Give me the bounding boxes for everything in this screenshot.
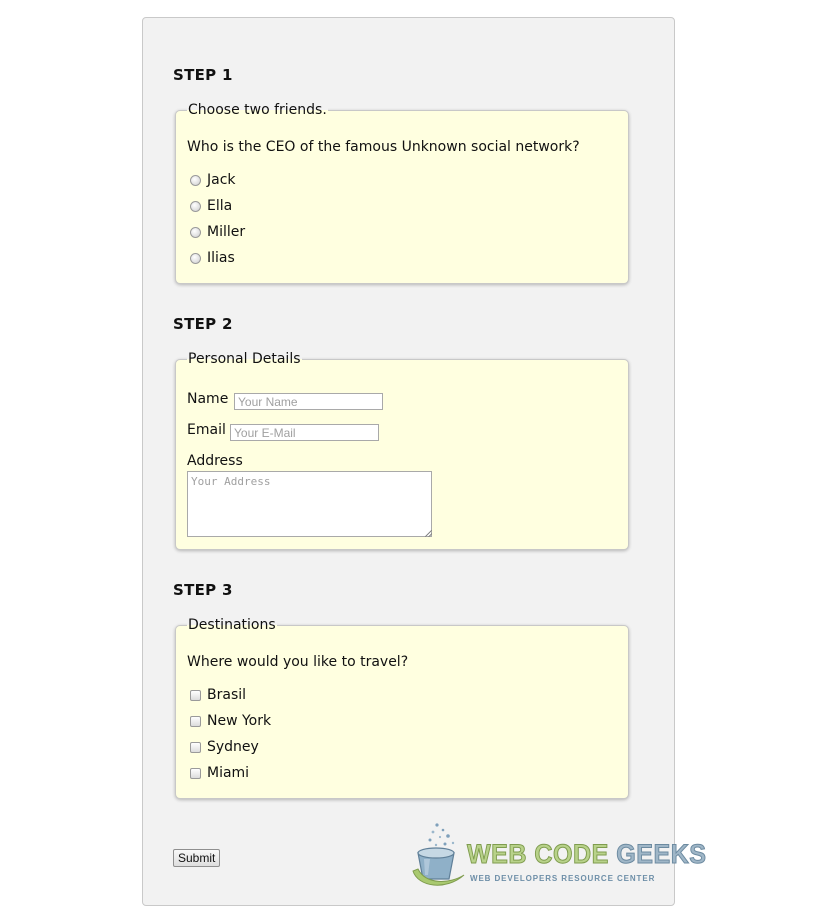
- address-textarea[interactable]: [187, 471, 432, 537]
- option-label: Brasil: [207, 687, 247, 703]
- option-label: New York: [207, 713, 272, 729]
- checkbox-option-brasil[interactable]: [190, 686, 246, 704]
- web-code-geeks-logo: [410, 821, 707, 891]
- step3-title: STEP 3: [173, 581, 233, 599]
- option-label: Sydney: [207, 739, 259, 755]
- checkbox-icon[interactable]: [190, 768, 201, 779]
- checkbox-icon[interactable]: [190, 690, 201, 701]
- name-input[interactable]: [234, 393, 383, 410]
- form-panel: [142, 17, 707, 906]
- radio-icon[interactable]: [190, 201, 201, 212]
- step2-title: STEP 2: [173, 315, 233, 333]
- friends-fieldset: [175, 102, 629, 284]
- option-label: Ella: [207, 198, 233, 214]
- logo-word-left: WEB CODE: [467, 839, 617, 869]
- ceo-question: Who is the CEO of the famous Unknown social network?: [187, 139, 580, 155]
- logo-word-right: GEEKS: [616, 839, 707, 869]
- name-label: Name: [187, 391, 229, 407]
- checkbox-option-new-york[interactable]: [190, 712, 271, 730]
- submit-button[interactable]: Submit: [173, 849, 220, 867]
- radio-icon[interactable]: [190, 253, 201, 264]
- email-label: Email: [187, 422, 226, 438]
- checkbox-option-sydney[interactable]: [190, 738, 259, 756]
- option-label: Jack: [207, 172, 236, 188]
- option-label: Miami: [207, 765, 250, 781]
- logo-tagline: WEB DEVELOPERS RESOURCE CENTER: [470, 874, 656, 883]
- destinations-fieldset: [175, 617, 629, 799]
- logo-wordmark: [467, 839, 707, 870]
- friends-legend: Choose two friends.: [188, 102, 327, 118]
- step1-title: STEP 1: [173, 66, 233, 84]
- radio-option-miller[interactable]: [190, 223, 245, 241]
- option-label: Ilias: [207, 250, 235, 266]
- logo-icon: [410, 821, 470, 891]
- radio-icon[interactable]: [190, 175, 201, 186]
- personal-details-fieldset: [175, 351, 629, 550]
- travel-question: Where would you like to travel?: [187, 654, 409, 670]
- destinations-legend: Destinations: [188, 617, 276, 633]
- option-label: Miller: [207, 224, 246, 240]
- checkbox-option-miami[interactable]: [190, 764, 249, 782]
- email-input[interactable]: [230, 424, 379, 441]
- checkbox-icon[interactable]: [190, 742, 201, 753]
- radio-icon[interactable]: [190, 227, 201, 238]
- radio-option-jack[interactable]: [190, 171, 236, 189]
- address-label: Address: [187, 453, 243, 469]
- personal-details-legend: Personal Details: [188, 351, 301, 367]
- radio-option-ilias[interactable]: [190, 249, 235, 267]
- checkbox-icon[interactable]: [190, 716, 201, 727]
- radio-option-ella[interactable]: [190, 197, 232, 215]
